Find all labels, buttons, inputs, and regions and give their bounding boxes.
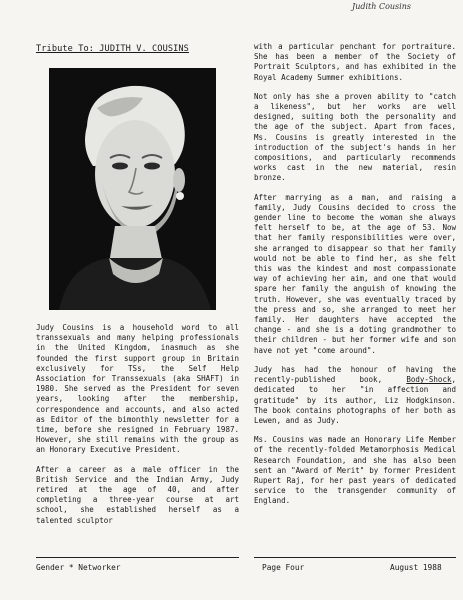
book-text-before: Judy has had the honour of having the recently-published book, xyxy=(254,364,456,385)
handwritten-annotation: Judith Cousins xyxy=(352,2,411,11)
paragraph-intro: Judy Cousins is a household word to all transsexuals and many helping professionals in the United Kingdom, inasmuch as she founded the first support group in Britain exclusively for TSs, the Self Help Association for Transsexuals (aka SHAFT) in 1980. She served as the President for seven years, looking after the membership, correspondence and accounts, and also acted as Editor of the bimonthly newsletter for a time, before she resigned in February 1987. However, she still remains with the group as an Honorary Executive President. xyxy=(36,323,239,455)
footer-publication: Gender * Networker xyxy=(36,563,121,572)
article-title: Tribute To: JUDITH V. COUSINS xyxy=(36,44,189,54)
paragraph-likeness: Not only has she a proven ability to "catch a likeness", but her works are well designed, suiting both the personality and the age of the subject. Apart from faces, Ms. Cousins is greatly interested in the introduction of the subject's hands in her compositions, and particularly recommends works cast in the new material, resin bronze. xyxy=(254,91,456,183)
left-column xyxy=(36,323,239,535)
book-text-after: , dedicated to her "in affection and gratitude" by its author, Liz Hodgkinson. The book contains photographs of her both as Lewen, and as Judy. xyxy=(254,375,456,425)
footer-rule-right xyxy=(254,557,456,558)
footer-page-number: Page Four xyxy=(262,563,305,572)
paragraph-award: Ms. Cousins was made an Honorary Life Member of the recently-folded Metamorphosis Medical Research Foundation, and she has also been sent an "Award of Merit" by former President Rupert Raj, for her past years of dedicated service to the transgender community of England. xyxy=(254,435,456,506)
portrait-image xyxy=(49,68,216,310)
paragraph-transition: After marrying as a man, and raising a family, Judy Cousins decided to cross the gender line to become the woman she always felt herself to be, at the age of 53. Now that her family responsibilities were over, she arranged to disappear so that her family would not be able to find her, as she felt this was the kindest and most compassionate way of achieving her aim, and one that would spare her family the anguish of knowing the truth. However, she was eventually traced by the press and so, she arranged to meet her family. Her daughters have accepted the change - and she is a doting grandmother to their children - but her former wife and son have not yet "come around". xyxy=(254,192,456,355)
footer-date: August 1988 xyxy=(390,563,442,572)
paragraph-portraiture: with a particular penchant for portraiture. She has been a member of the Society of Portrait Sculptors, and has exhibited in the Royal Academy Summer exhibitions. xyxy=(254,42,456,82)
footer-rule-left xyxy=(36,557,239,558)
right-column xyxy=(254,42,456,516)
paragraph-career: After a career as a male officer in the British Service and the Indian Army, Judy retired at the age of 40, and after completing a three-year course at art school, she established herself as a talented sculptor xyxy=(36,464,239,525)
book-title: Body-Shock xyxy=(406,375,452,385)
paragraph-book xyxy=(254,365,456,426)
portrait-photo xyxy=(49,68,216,310)
